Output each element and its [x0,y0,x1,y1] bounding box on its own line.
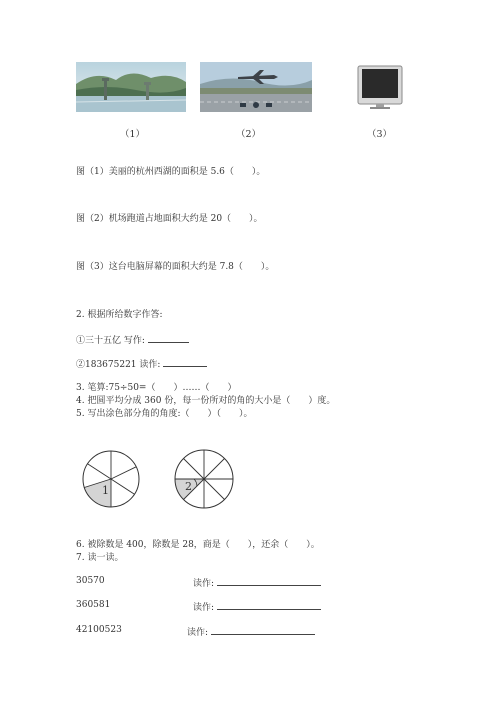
computer-monitor-photo [356,64,404,110]
question-4: 4. 把圆平均分成 360 份，每一份所对的角的大小是（ ）度。 [76,396,336,406]
question-2-item-1 [76,333,189,346]
circle-diagram-2 [170,445,238,513]
question-1c: 图（3）这台电脑屏幕的面积大约是 7.8（ ）。 [76,262,275,272]
question-3: 3. 笔算:75÷50=（ ）……（ ） [76,383,237,393]
answer-blank[interactable] [217,600,321,610]
west-lake-photo [76,62,186,112]
reading-row-3 [187,625,315,638]
image-caption-2: （2） [236,129,262,140]
reading-number-3: 42100523 [76,625,122,635]
question-5: 5. 写出涂色部分角的角度:（ ）（ ）。 [76,409,253,419]
circle-2-label: 2 [185,480,192,493]
question-2-item-2-label: ②183675221 读作: [76,360,161,370]
reading-row-1 [193,576,321,589]
question-2-title: 2. 根据所给数字作答: [76,310,163,320]
question-7-title: 7. 读一读。 [76,553,124,563]
answer-blank[interactable] [163,357,207,367]
reading-row-2 [193,600,321,613]
reading-label-1: 读作: [193,579,215,589]
reading-number-1: 30570 [76,576,105,586]
answer-blank[interactable] [211,625,315,635]
question-6: 6. 被除数是 400，除数是 28，商是（ ），还余（ ）。 [76,540,320,550]
reading-number-2: 360581 [76,600,111,610]
question-1a: 图（1）美丽的杭州西湖的面积是 5.6（ ）。 [76,167,266,177]
circle-1-label: 1 [102,484,109,497]
reading-label-3: 读作: [187,628,209,638]
airport-runway-photo [200,62,312,112]
circle-diagram-1 [78,446,144,512]
reading-label-2: 读作: [193,603,215,613]
question-2-item-2 [76,357,207,370]
answer-blank[interactable] [217,576,321,586]
image-caption-3: （3） [367,129,393,140]
image-caption-1: （1） [120,129,146,140]
question-2-item-1-label: ①三十五亿 写作: [76,336,145,346]
answer-blank[interactable] [148,333,189,343]
question-1b: 图（2）机场跑道占地面积大约是 20（ ）。 [76,214,263,224]
